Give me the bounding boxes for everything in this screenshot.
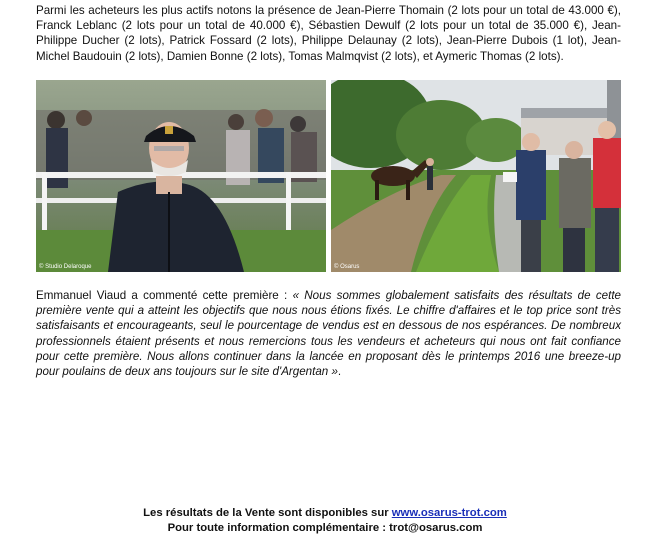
photo-credit-2: © Osarus — [334, 264, 360, 270]
photo-horse-presentation — [331, 80, 621, 272]
results-link[interactable]: www.osarus-trot.com — [391, 507, 507, 519]
photo-horse-presentation-image — [331, 80, 621, 272]
photo-credit-1: © Studio Delaroque — [39, 264, 92, 270]
footer-contact-line: Pour toute information complémentaire : trot@osarus.com — [167, 522, 483, 534]
photo-man-with-cap-image — [36, 80, 326, 272]
buyers-paragraph: Parmi les acheteurs les plus actifs notons la présence de Jean-Pierre Thomain (2 lots pour un total de 43.000 €), Franck Leblanc (2 lots pour un total de 40.000 €), Sébastien Dewulf (2 lots pour un total de 35.000 €), Jean-Philippe Ducher (2 lots), Patrick Fossard (2 lots), Philippe Delaunay (2 lots), Jean-Pierre Dubois (1 lot), Jean-Michel Baudouin (2 lots), Damien Bonne (2 lots), Tomas Malmqvist (2 lots), et Aymeric Thomas (2 lots). — [36, 4, 621, 63]
quote-lead: Emmanuel Viaud a commenté cette première : — [36, 289, 293, 302]
quote-text: « Nous sommes globalement satisfaits des résultats de cette première vente qui a atteint les objectifs que nous nous étions fixés. Le chiffre d'affaires et le top price sont très satisfaisants et encourageants, seul le pourcentage de vendus est en dessous de nos espérances. De nombreux professionnels étaient présents et nous remercions tous les vendeurs et acheteurs qui nous ont fait confiance pour cette première. Nous allons continuer dans la lancée en proposant dès le printemps 2016 une breeze-up pour poulains de deux ans toujours sur le site d'Argentan » — [36, 289, 621, 379]
footer-results-line — [0, 506, 650, 521]
quote-paragraph — [36, 288, 621, 379]
footer-results-prefix: Les résultats de la Vente sont disponibles sur — [143, 507, 392, 519]
quote-end: . — [337, 365, 342, 379]
photo-man-with-cap — [36, 80, 326, 272]
